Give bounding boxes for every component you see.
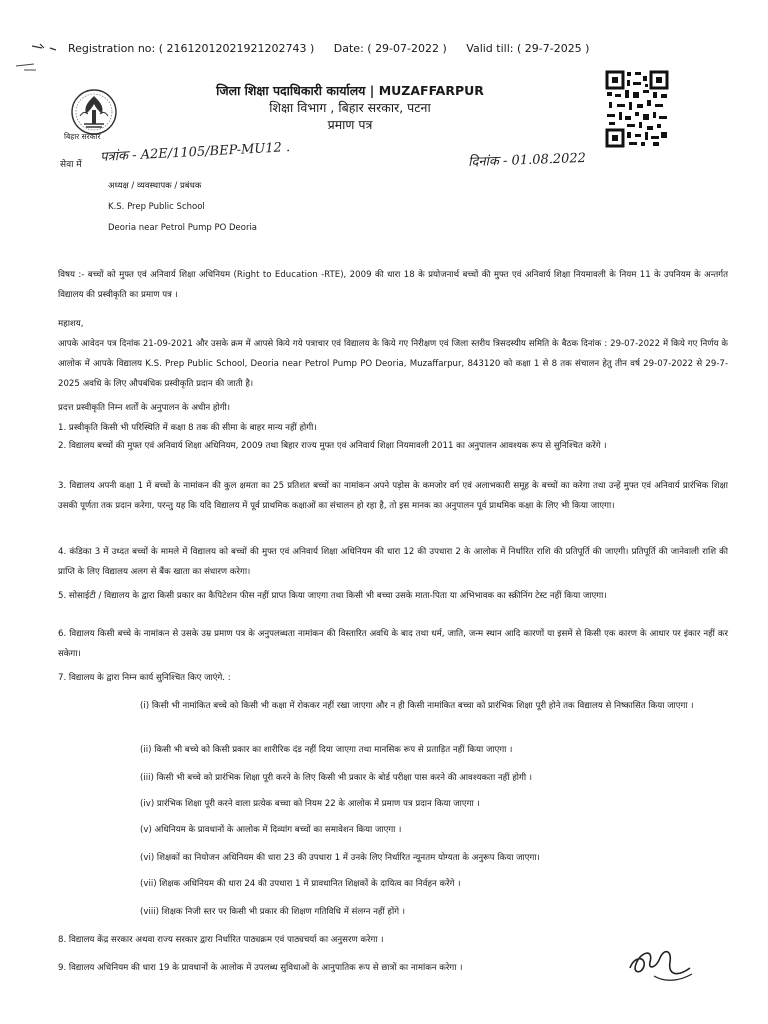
condition-item: 2. विद्यालय बच्चों की मुफ्त एवं अनिवार्य शिक्षा अधिनियम, 2009 तथा बिहार राज्य मुफ्त एवं अनिवार्य शिक्षा नियमावली 2011 का अनुपालन आवश्यक रूप से सुनिश्चित करेंगे ।	[58, 441, 607, 451]
salutation: महाशय,	[58, 319, 84, 329]
valid-till: Valid till: ( 29-7-2025 )	[466, 42, 590, 55]
addressee-block	[108, 176, 257, 239]
condition-item: 5. सोसाईटी / विद्यालय के द्वारा किसी प्रकार का कैपिटेशन फीस नहीं प्राप्त किया जाएगा तथा किसी भी बच्चा उसके माता-पिता या अभिभावक का स्क्रीनिंग टेस्ट नहीं किया जाएगा।	[58, 591, 607, 601]
subject-paragraph: विषय :- बच्चों को मुफ्त एवं अनिवार्य शिक्षा अधिनियम (Right to Education -RTE), 2009 की धारा 18 के प्रयोजनार्थ बच्चों की मुफ्त एवं अनिवार्य शिक्षा नियमावली के नियम 11 के उपनियम के अन्तर्गत विद्यालय की प्रस्वीकृति का प्रमाण पत्र ।	[58, 270, 728, 300]
sub-item: (iii) किसी भी बच्चे को प्रारंभिक शिक्षा पूरी करने के लिए किसी भी प्रकार के बोर्ड परीक्षा पास करने की आवश्यकता नहीं होगी ।	[140, 773, 533, 783]
condition-item: 6. विद्यालय किसी बच्चे के नामांकन से उसके उम्र प्रमाण पत्र के अनुपलब्धता नामांकन की विस्तारित अवधि के बाद तथा धर्म, जाति, जन्म स्थान आदि कारणों या इसमें से किसी एक कारण के आधार पर इंकार नहीं कर सकेगा।	[58, 629, 728, 659]
office-title: जिला शिक्षा पदाधिकारी कार्यालय | MUZAFFARPUR	[216, 83, 484, 98]
signature-mark	[620, 938, 700, 988]
school-address: Deoria near Petrol Pump PO Deoria	[108, 223, 258, 233]
addressee-designation: अध्यक्ष / व्यवस्थापक / प्रबंधक	[108, 181, 202, 191]
issue-date: Date: ( 29-07-2022 )	[333, 42, 447, 55]
sub-item: (v) अधिनियम के प्रावधानों के आलोक में दिव्यांग बच्चों का समावेशन किया जाएगा ।	[140, 825, 402, 835]
school-name: K.S. Prep Public School	[108, 202, 205, 212]
intro-paragraph: आपके आवेदन पत्र दिनांक 21-09-2021 और उसके क्रम में आपसे किये गये पत्राचार एवं विद्यालय के किये गए निरीक्षण एवं जिला स्तरीय त्रिसदस्यीय समिति के बैठक दिनांक : 29-07-2022 में किये गए निर्णय के आलोक में आपके विद्यालय K.S. Prep Public School, Deoria near Petrol Pump PO Deoria, Muzaffarpur, 843120 को कक्षा 1 से 8 तक संचालन हेतु तीन वर्ष 29-07-2022 से 29-7-2025 अवधि के लिए औपबंधिक प्रस्वीकृति प्रदान की जाती है।	[58, 339, 728, 389]
conditions-intro: प्रदत्त प्रस्वीकृति निम्न शर्तों के अनुपालन के अधीन होगी।	[58, 403, 231, 413]
condition-item: 1. प्रस्वीकृति किसी भी परिस्थिति में कक्षा 8 तक की सीमा के बाहर मान्य नहीं होगी।	[58, 423, 317, 433]
emblem-caption: बिहार सरकार	[64, 132, 101, 141]
sub-item: (vii) शिक्षक अधिनियम की धारा 24 की उपधारा 1 में प्रावधानित शिक्षकों के दायित्व का निर्वहन करेंगे ।	[140, 879, 461, 889]
addressee-label: सेवा में	[60, 160, 82, 170]
condition-item: 7. विद्यालय के द्वारा निम्न कार्य सुनिश्चित किए जाएंगे. :	[58, 673, 231, 683]
sub-item: (ii) किसी भी बच्चे को किसी प्रकार का शारीरिक दंड नहीं दिया जाएगा तथा मानसिक रूप से प्रताड़ित नहीं किया जाएगा ।	[140, 745, 513, 755]
sub-item: (iv) प्रारंभिक शिक्षा पूरी करने वाला प्रत्येक बच्चा को नियम 22 के आलोक में प्रमाण पत्र प्रदान किया जाएगा ।	[140, 799, 480, 809]
certificate-heading: प्रमाण पत्र	[327, 117, 373, 132]
sub-item: (vi) शिक्षकों का नियोजन अधिनियम की धारा 23 की उपधारा 1 में उनके लिए निर्धारित न्यूनतम योग्यता के अनुरूप किया जाएगा।	[140, 853, 540, 863]
department-line: शिक्षा विभाग , बिहार सरकार, पटना	[269, 100, 431, 115]
qr-code-icon	[605, 70, 669, 148]
handwritten-reference-number: पत्रांक - A2E/1105/BEP-MU12 .	[99, 140, 291, 165]
condition-item: 3. विद्यालय अपनी कक्षा 1 में बच्चों के नामांकन की कुल क्षमता का 25 प्रतिशत बच्चों का नामांकन अपने पड़ोस के कमजोर वर्ग एवं अलाभकारी समूह के बच्चों का करेगा तथा उन्हें मुफ्त एवं अनिवार्य प्रारंभिक शिक्षा उसकी पूर्णता तक प्रदान करेगा, परन्तु यह कि यदि विद्यालय में पूर्व प्राथमिक कक्षाओं का संचालन हो रहा है, तो इस मानक का अनुपालन पूर्व प्राथमिक कक्षा के लिए भी किया जाएगा।	[58, 481, 728, 511]
registration-number: Registration no: ( 21612012021921202743 )	[68, 42, 315, 55]
sub-item: (i) किसी भी नामांकित बच्चे को किसी भी कक्षा में रोककर नहीं रखा जाएगा और न ही किसी नामांकित बच्चा को प्रारंभिक शिक्षा पूरी होने तक विद्यालय से निष्कासित किया जाएगा ।	[140, 701, 694, 711]
condition-item: 9. विद्यालय अधिनियम की धारा 19 के प्रावधानों के आलोक में उपलब्ध सुविधाओं के आनुपातिक रूप से छात्रों का नामांकन करेगा ।	[58, 963, 463, 973]
registration-line	[68, 42, 605, 55]
condition-item: 8. विद्यालय केंद्र सरकार अथवा राज्य सरकार द्वारा निर्धारित पाठ्यक्रम एवं पाठ्यचर्या का अनुसरण करेगा ।	[58, 935, 384, 945]
office-header	[150, 82, 550, 133]
sub-item: (viii) शिक्षक निजी स्तर पर किसी भी प्रकार की शिक्षण गतिविधि में संलग्न नहीं होंगे ।	[140, 907, 406, 917]
margin-pen-marks	[10, 40, 60, 80]
condition-item: 4. कंडिका 3 में उध्दत बच्चों के मामले में विद्यालय को बच्चों की मुफ्त एवं अनिवार्य शिक्षा अधिनियम की धारा 12 की उपधारा 2 के आलोक में निर्धारित राशि की प्रतिपूर्ति की जाएगी। प्रतिपूर्ति की जानेवाली राशि की प्राप्ति के लिए विद्यालय अलग से बैंक खाता का संधारण करेगा।	[58, 547, 728, 577]
handwritten-date: दिनांक - 01.08.2022	[467, 150, 587, 171]
